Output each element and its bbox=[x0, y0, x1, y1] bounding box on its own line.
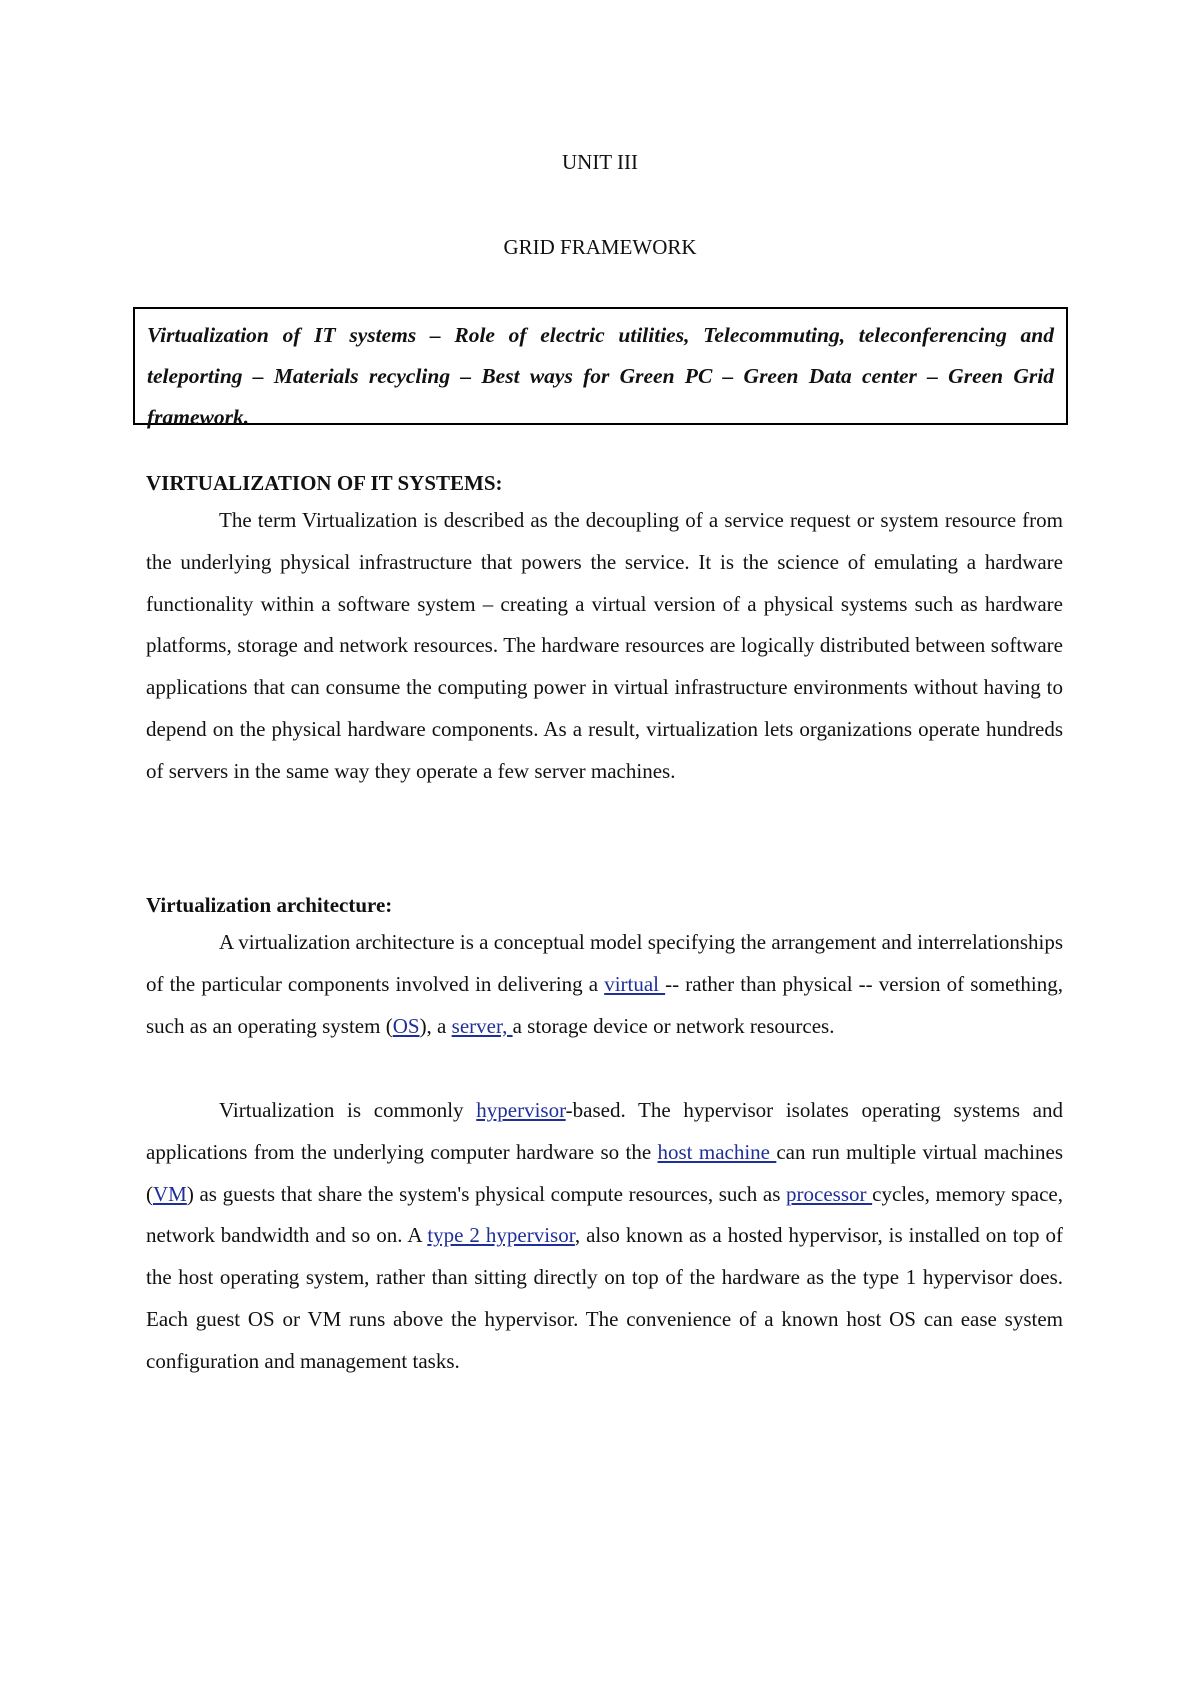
link-vm[interactable]: VM bbox=[153, 1181, 187, 1206]
architecture-paragraph-1 bbox=[146, 922, 1063, 1047]
text-span: can run multiple virtual machines ( bbox=[146, 1139, 1063, 1206]
link-virtual[interactable]: virtual bbox=[604, 971, 666, 996]
syllabus-box bbox=[133, 307, 1068, 429]
architecture-paragraph-2 bbox=[146, 1090, 1063, 1383]
text-span: ), a bbox=[419, 1013, 452, 1038]
link-type-2-hypervisor[interactable]: type 2 hypervisor bbox=[427, 1223, 575, 1248]
virtualization-paragraph: The term Virtualization is described as the decoupling of a service request or system resource from the underlying physical infrastructure that powers the service. It is the science of emulating a hardware functionality within a software system – creating a virtual version of a physical systems such as hardware platforms, storage and network resources. The hardware resources are logically distributed between software applications that can consume the computing power in virtual infrastructure environments without having to depend on the physical hardware components. As a result, virtualization lets organizations operate hundreds of servers in the same way they operate a few server machines. bbox=[146, 508, 1063, 783]
link-hypervisor[interactable]: hypervisor bbox=[476, 1098, 566, 1122]
link-server[interactable]: server, bbox=[451, 1013, 513, 1038]
text-span: a storage device or network resources. bbox=[512, 1013, 835, 1038]
link-host-machine[interactable]: host machine bbox=[657, 1139, 777, 1164]
text-span: -- rather than physical -- version of something, such as an operating system ( bbox=[146, 971, 1063, 1038]
text-span: ) as guests that share the system's physical compute resources, such as bbox=[186, 1181, 787, 1206]
text-span: Virtualization is commonly bbox=[219, 1098, 477, 1122]
text-span: -based. The hypervisor isolates operating systems and applications from the underlying computer hardware so the bbox=[146, 1098, 1064, 1164]
link-processor[interactable]: processor bbox=[786, 1181, 873, 1206]
unit-label: UNIT III bbox=[561, 150, 638, 174]
section-heading-architecture: Virtualization architecture: bbox=[146, 893, 393, 917]
syllabus-text: Virtualization of IT systems – Role of electric utilities, Telecommuting, teleconferencing and teleporting – Materials recycling – Best ways for Green PC – Green Data center – Green Grid framework. bbox=[147, 323, 1054, 429]
text-span: cycles, memory space, network bandwidth and so on. A bbox=[146, 1181, 1063, 1248]
text-span: , also known as a hosted hypervisor, is installed on top of the host operating system, rather than sitting directly on top of the hardware as the type 1 hypervisor does. Each guest OS or VM runs above the hypervisor. The convenience of a known host OS can ease system configuration and management tasks. bbox=[146, 1223, 1063, 1373]
text-span: A virtualization architecture is a conceptual model specifying the arrangement and interrelationships of the particular components involved in delivering a bbox=[146, 930, 1063, 996]
link-os[interactable]: OS bbox=[392, 1013, 420, 1038]
section-heading-virtualization: VIRTUALIZATION OF IT SYSTEMS: bbox=[146, 471, 503, 495]
page-title: GRID FRAMEWORK bbox=[503, 235, 697, 259]
